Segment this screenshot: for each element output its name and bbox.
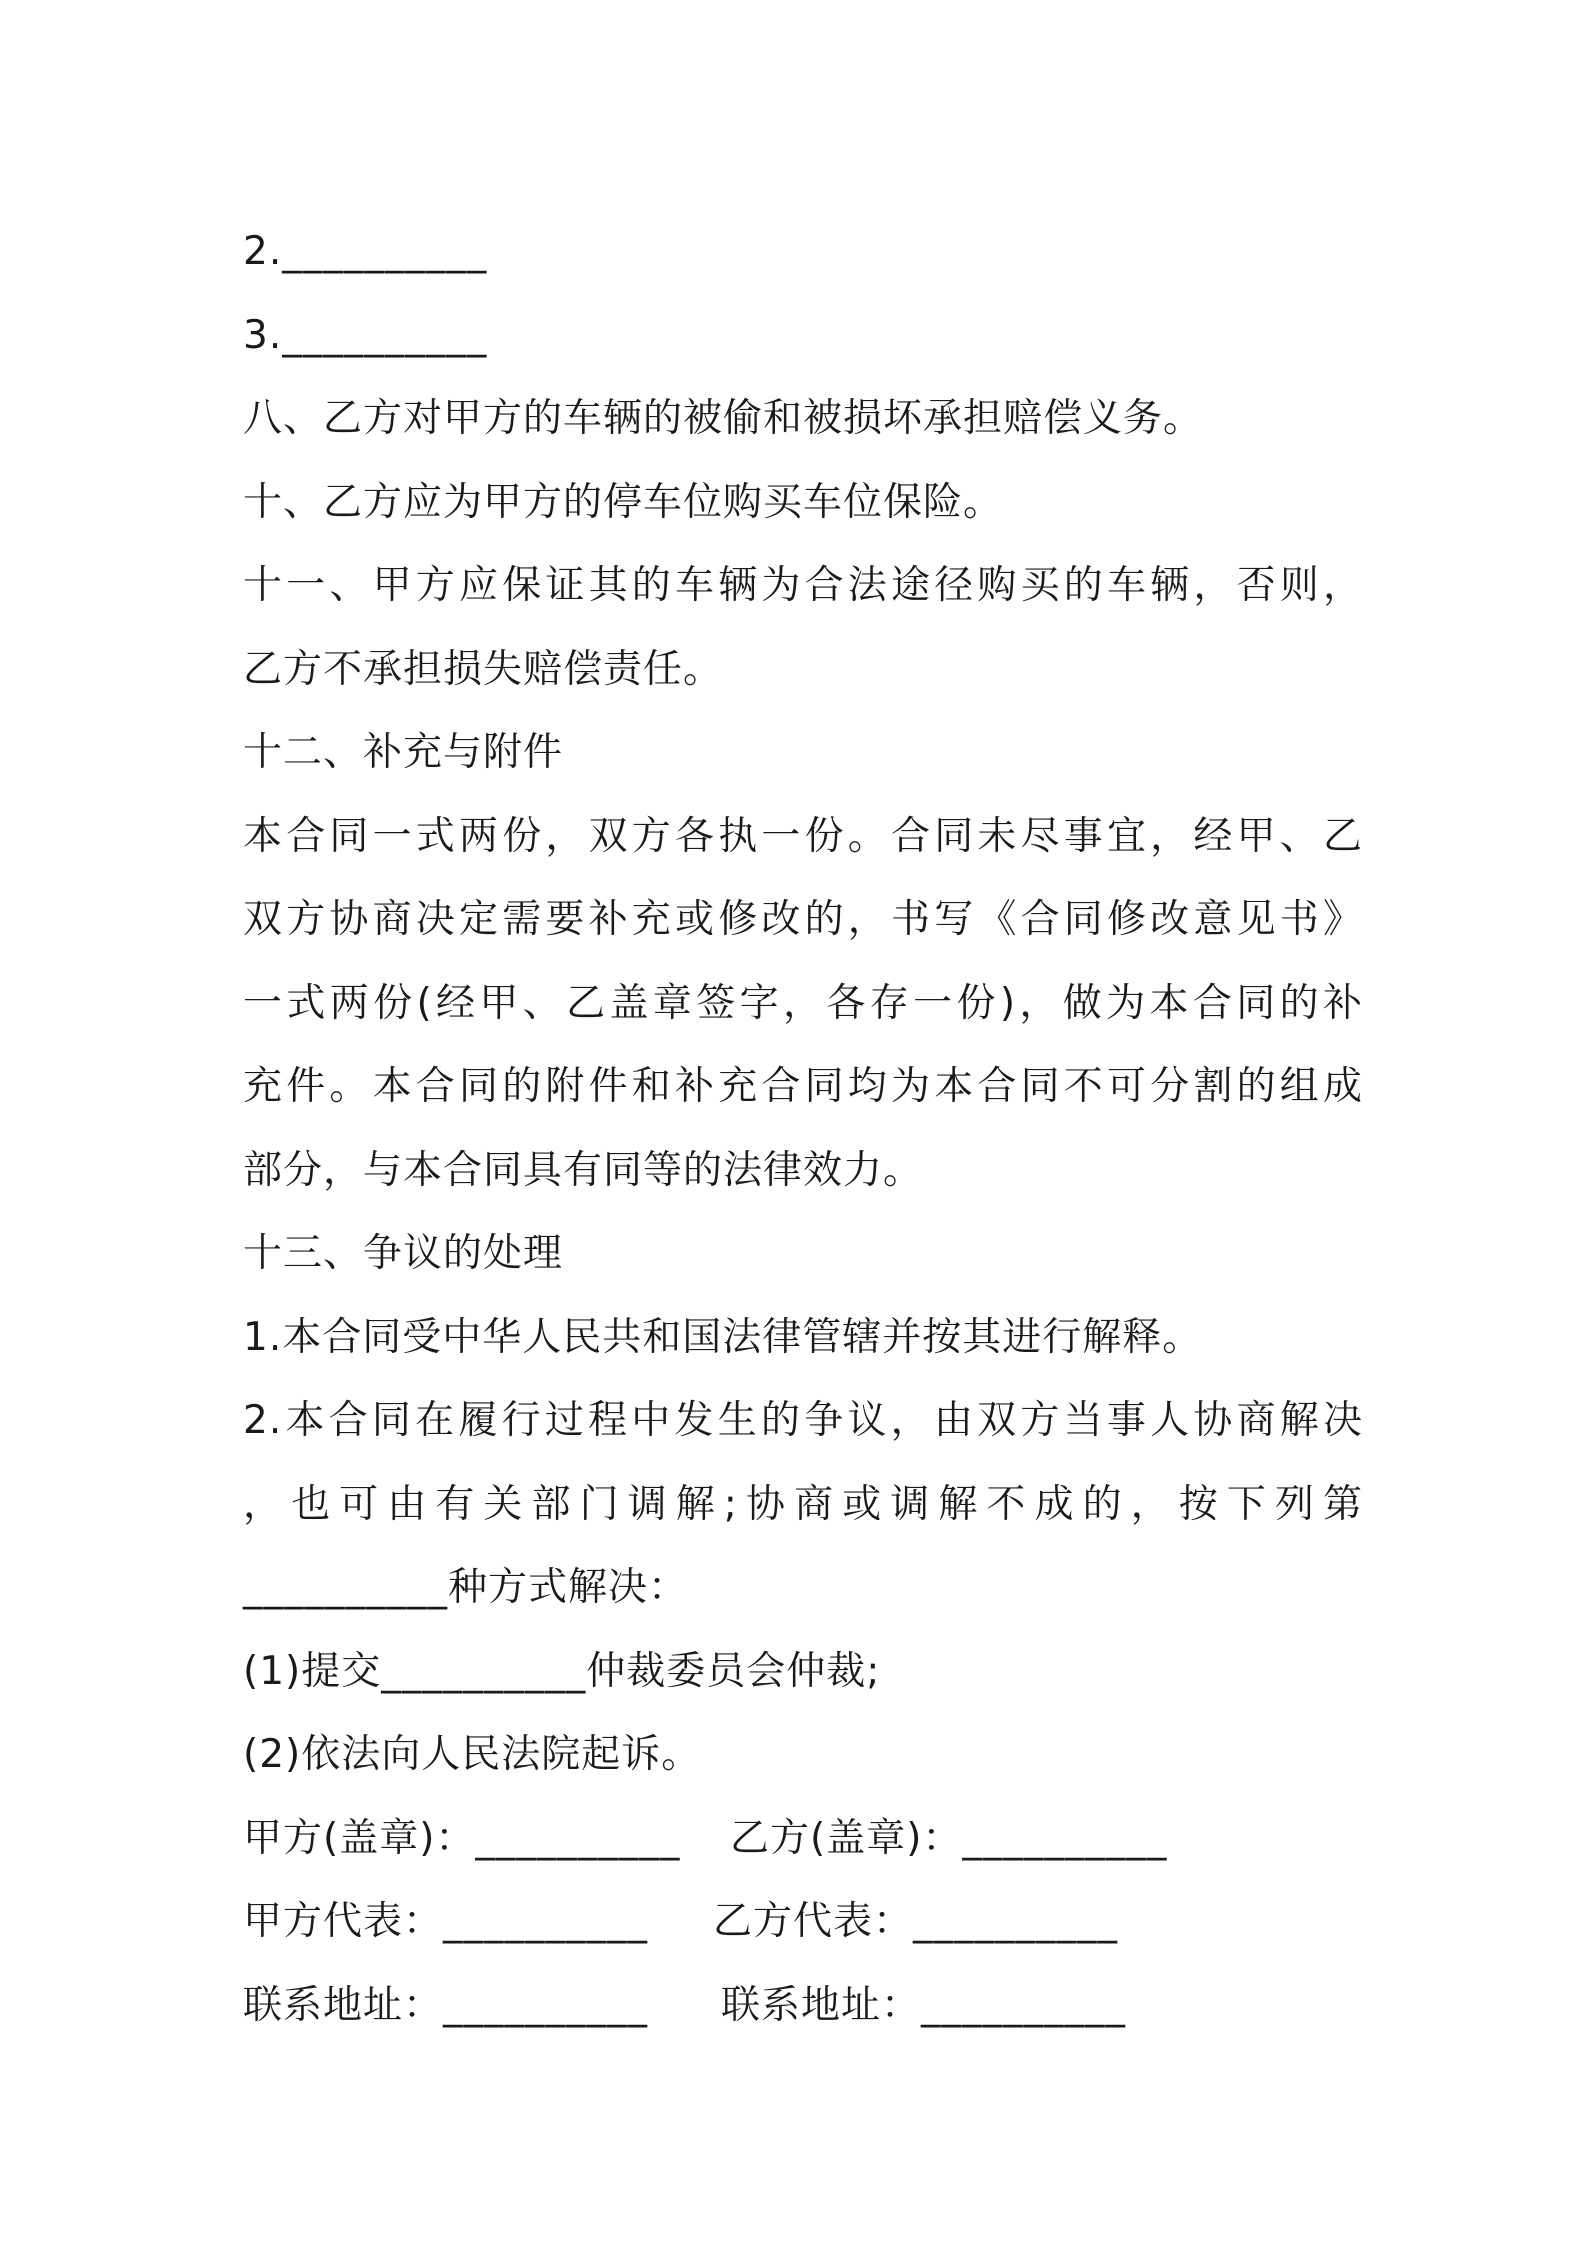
party-a-address-field: 联系地址：__________ [243,1982,649,2028]
clause-10: 十、乙方应为甲方的停车位购买车位保险。 [243,479,1004,525]
signature-row-address [243,1964,1363,2048]
clause-11-line-1: 十一、甲方应保证其的车辆为合法途径购买的车辆，否则， [243,563,1363,608]
signature-row-seal [243,1797,1363,1881]
clause-item-2: 2.__________ [243,229,488,274]
clause-12-heading: 十二、补充与附件 [243,730,564,775]
clause-8: 八、乙方对甲方的车辆的被偷和被损坏承担赔偿义务。 [243,396,1204,441]
dispute-option-2: (2)依法向人民法院起诉。 [243,1732,702,1777]
clause-13-item-2-line-3: __________种方式解决： [243,1565,689,1610]
party-b-address-field: 联系地址：__________ [721,1982,1127,2028]
clause-11-line-2: 乙方不承担损失赔偿责任。 [243,646,724,692]
clause-12-line-2: 双方协商决定需要补充或修改的，书写《合同修改意见书》 [243,897,1363,942]
dispute-option-1: (1)提交__________仲裁委员会仲裁; [243,1648,881,1694]
clause-12-line-4: 充件。本合同的附件和补充合同均为本合同不可分割的组成 [243,1064,1363,1109]
signature-row-representative [243,1880,1363,1964]
party-b-seal-field: 乙方(盖章)：__________ [730,1815,1168,1861]
clause-13-item-2-line-2: ，也可由有关部门调解;协商或调解不成的，按下列第 [243,1481,1363,1527]
party-a-rep-field: 甲方代表：__________ [243,1899,649,1944]
clause-13-item-1: 1.本合同受中华人民共和国法律管辖并按其进行解释。 [243,1314,1203,1360]
clause-13-heading: 十三、争议的处理 [243,1231,564,1276]
party-a-seal-field: 甲方(盖章)：__________ [243,1815,681,1861]
clause-item-3: 3.__________ [243,312,488,358]
party-b-rep-field: 乙方代表：__________ [713,1899,1119,1944]
document-body [243,210,1363,2047]
clause-12-line-5: 部分，与本合同具有同等的法律效力。 [243,1147,924,1193]
clause-13-item-2-line-1: 2.本合同在履行过程中发生的争议，由双方当事人协商解决 [243,1398,1363,1443]
clause-12-line-1: 本合同一式两份，双方各执一份。合同未尽事宜，经甲、乙 [243,813,1363,859]
clause-12-line-3: 一式两份(经甲、乙盖章签字，各存一份)，做为本合同的补 [243,980,1363,1026]
